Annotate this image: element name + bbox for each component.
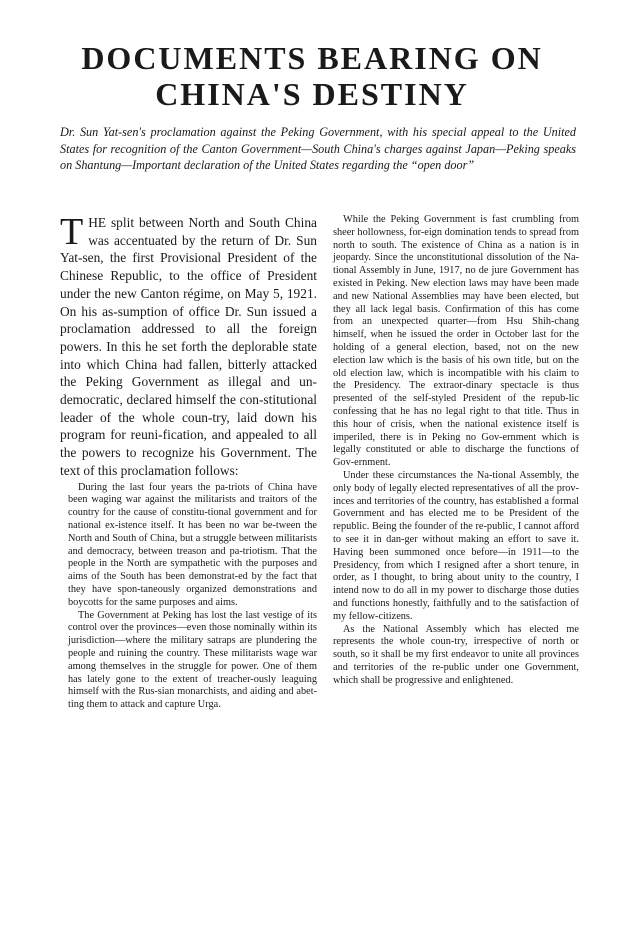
lead-paragraph: [60, 211, 317, 480]
left-paragraph-2: The Government at Peking has lost the last vestige of its control over the provinces—even those nominally within its jurisdiction—where the military satraps are plundering the people and ruining the country. These militarists wage war among themselves in the struggle for power. One of them has lately gone to the extent of treacher-ously leaguing himself with the Rus-sian monarchists, and aiding and abet-ting them to attack and capture Urga.: [68, 609, 317, 711]
article-title-line-1: DOCUMENTS BEARING ON: [81, 40, 543, 76]
right-column: [333, 214, 579, 687]
drop-cap: T: [60, 211, 84, 253]
article-title-line-2: CHINA'S DESTINY: [155, 76, 469, 112]
right-paragraph-3: As the National Assembly which has elected me represents the whole coun-try, irrespective of north or south, so it shall be my first endeavor to unite all provinces and territories of the re-public under one Government, which shall be progressive and enlightened.: [333, 623, 579, 686]
right-paragraph-2: Under these circumstances the Na-tional Assembly, the only body of legally elected representatives of all the prov-inces and territories of the country, has established a formal Government and has elected me to be President of the republic. Being the founder of the re-public, I cannot afford to see it in dan-ger without making an effort to save it. Having been summoned once before—in 1911—to the Presidency, from which I resigned after a short tenure, in order, as I thought, to bring about unity to the country, I intend now to do all in my power to discharge those duties and functions honestly, faithfully and to the satisfaction of my fellow-citizens.: [333, 469, 579, 622]
article-subtitle: Dr. Sun Yat-sen's proclamation against the Peking Government, with his special appeal to the United States for recognition of the Canton Government—South China's charges against Japan—Peking speaks on Shantung—Important declaration of the United States regarding the “open door”: [60, 125, 576, 172]
article-title: [40, 40, 584, 112]
left-paragraph-1: During the last four years the pa-triots of China have been waging war against the militarists and traitors of the country for the cause of constitu-tional government and for national ex-istence itself. It has been no war be-tween the North and South of China, but a struggle between militarists and democracy, between treason and pa-triotism. That the people in the North are sympathetic with the purposes and aims of the South has been demonstrat-ed by the fact that they have spon-taneously organized demonstrations and boycotts for the same purposes and aims.: [68, 481, 317, 608]
left-column: [60, 211, 317, 712]
lead-text: HE split between North and South China was accentuated by the return of Dr. Sun Yat-sen, the first Provisional President of the Chinese Republic, to the office of President under the new Canton régime, on May 5, 1921. On his as-sumption of office Dr. Sun issued a proclamation addressed to all the foreign powers. In this he set forth the deplorable state into which China had fallen, bitterly attacked the Peking Government as illegal and un-democratic, declared himself the con-stitutional leader of the whole coun-try, laid down his program for reuni-fication, and appealed to all the powers to recognize his Government. The text of this proclamation follows:: [60, 215, 317, 478]
right-paragraph-1: While the Peking Government is fast crumbling from sheer hollowness, for-eign domination tends to spread from north to south. The existence of China as a nation is in jeopardy. Since the unconstitutional dissolution of the Na-tional Assembly in June, 1917, no de jure Government has existed in Peking. New election laws may have been made and new National Assemblies may have been elected, but they all lack legal basis. Confirmation of this has come from an unexpected quarter—from Hsu Shih-chang himself, when he issued the order in October last for the holding of a general election, based, not on the new election law which is the basis of his own title, but on the old election law, which is incompatible with his claim to the Presidency. The extraor-dinary spectacle is thus presented of the self-styled President of the repub-lic confessing that he has no legal right to that title. Thus in this hour of crisis, when the national existence itself is imperiled, there is in Peking no Gov-ernment which is legally constituted or able to discharge the functions of Gov-ernment.: [333, 214, 579, 469]
